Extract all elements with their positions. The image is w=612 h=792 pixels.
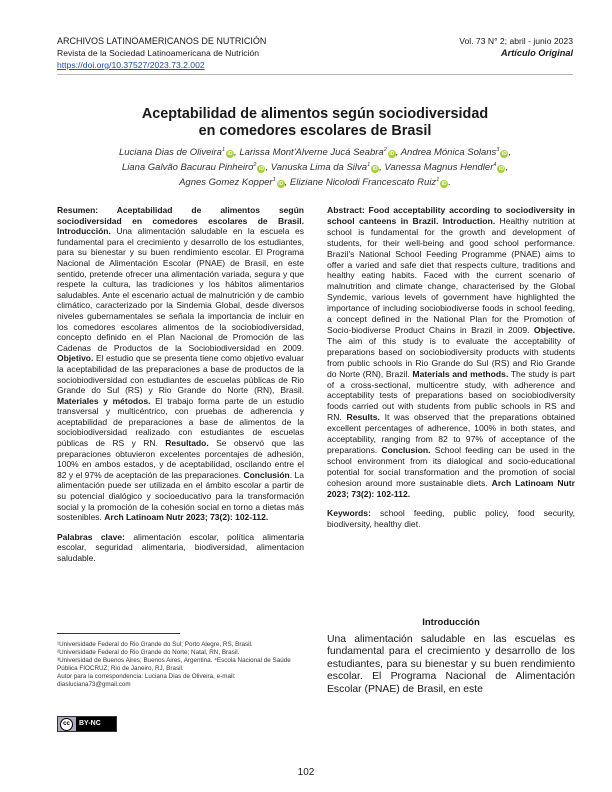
footnote: ³Universidad de Buenos Aires; Buenos Aires, Argentina. ⁴Escola Nacional de Saúde Pública FIOCRUZ; Rio de Janeiro, RJ, Brasil. [57,657,291,672]
section-text: The study is part of a cross-sectional, multicentre study, with adherence and acceptability tests of preparations based on sociobiodiversity foods carried out with students from public schools in RS and RN. [327,368,575,423]
author: Liana Galvão Bacurau Pinheiro$^2$iD , [121,162,271,174]
section-text: It was observed that the preparations obtained excellent percentages of adherence, 100% in both states, and acceptability, ranging from 82 to 97% of acceptance of the preparations. [327,412,576,455]
section-heading: Materials and methods. [412,368,509,379]
volume-info: Vol. 73 N° 2; abril - junio 2023 [459,36,573,46]
section-text: Healthy nutrition at school is fundamental for the growth and development of students, for their well-being and good school performance. Brazil's National School Feeding Programme (PNAE) aims to offer a varied and safe diet that respects culture, traditions and healthy eating habits. Faced with the current scenario of malnutrition and climate change, characterised by the Global Syndemic, various levels of government have highlighted the importance of including sociobiodiverse foods in school feeding, a concept defined in the National Plan for the Promotion of Socio-biodiverse Product Chains in Brazil in 2009. [327,215,576,335]
issue-info [459,35,573,59]
section-text: Se observó que las preparaciones obtuvieron excelentes porcentajes de adhesión, 100% en ambos estados, y de aceptabilidad, oscilando entre el 82 y el 97% de aceptación de las preparaciones. [57,438,304,480]
orcid-icon[interactable]: iD [278,181,284,188]
section-text: . La alimentación puede ser utilizada en el ámbito escolar a partir de su potencial dialógico y socioeducativo para la transformación social y la promoción de la cohesión social en torno a dietas más sostenibles. [57,469,304,523]
title-line-2: en comedores escolares de Brasil [198,123,432,139]
title-line-1: Aceptabilidad de alimentos según sociodiversidad [141,106,489,122]
author: Vanessa Magnus Hendler$^4$iD , [384,162,509,174]
author: Agnes Gomez Kopper$^1$iD , [179,177,290,189]
orcid-icon[interactable]: iD [258,166,264,173]
section-text: School feeding can be used in the school environment from its dialogical and socio-educational potential for social transformation and the promotion of social cohesion around more sustainable diets. [327,444,575,488]
footnotes [57,641,304,689]
correspondence-note: Autor para la correspondencia: Luciana Dias de Oliveira, e-mail: diasluciana73@gmail.com [57,673,236,688]
orcid-icon[interactable]: iD [441,181,447,188]
citation: Arch Latinoam Nutr 2023; 73(2): 102-112. [104,512,269,523]
section-heading: Conclusión [243,469,290,480]
journal-name: ARCHIVOS LATINOAMERICANOS DE NUTRICIÓN [57,36,267,46]
abstract-es-body [57,205,304,523]
citation: Arch Latinoam Nutr 2023; 73(2): 102-112. [327,477,576,499]
keywords-label: Palabras clave: [57,531,125,542]
orcid-icon[interactable]: iD [372,166,378,173]
abstract-es-label: Resumen: Aceptabilidad de alimentos según sociodiversidad en comedores escolares de Brasil. [57,205,304,226]
page-number: 102 [297,767,315,778]
keywords-en [327,508,575,530]
abstract-english [327,205,575,530]
section-heading: Objetivo. [57,353,94,364]
introduction-text: Una alimentación saludable en las escuelas es fundamental para el crecimiento y desarrollo de los estudiantes, para su bienestar y su buen rendimiento escolar. El Programa Nacional de Alimentación Escolar (PNAE) de Brasil, en este [327,634,575,695]
author: Vanuska Lima da Silva$^1$iD , [270,162,385,174]
keywords-es [57,532,304,564]
cc-icon: cc [60,718,73,731]
section-text: Una alimentación saludable en la escuela es fundamental para el crecimiento y desarrollo de los estudiantes, para su bienestar y su buen rendimiento escolar. El Programa Nacional de Alimentación Escolar (PNAE) de Brasil, en este sentido, pretende ofrecer una alimentación variada, segura y que respete la cultura, las tradiciones y los hábitos alimentarios saludables. Ante el escenario actual de malnutrición y de cambio climático, caracterizado por la Sindemia Global, desde diversos niveles gubernamentales se señala la importancia de incluir en los comedores escolares alimentos de la sociobiodiversidad, concepto definido en el Plan Nacional de Promoción de las Cadenas de Productos de la Sociobiodiversidad en 2009. [57,226,304,353]
orcid-icon[interactable]: iD [498,166,504,173]
header-divider [57,74,573,75]
orcid-icon[interactable]: iD [501,151,507,158]
orcid-icon[interactable]: iD [227,151,233,158]
author: Eliziane Nicolodi Francescato Ruiz$^1$iD . [289,177,451,189]
keywords-text: alimentación escolar, política alimentaria escolar, seguridad alimentaria, biodiversidad, alimentacion saludable. [57,531,304,563]
section-heading: Introducción. [57,226,111,237]
section-heading: Resultado. [165,438,209,449]
footnote: ²Universidade Federal do Rio Grande do Norte; Natal, RN, Brasil. [57,649,240,656]
section-heading: Materiales y métodos. [57,395,151,406]
introduction-heading: Introducción [422,617,480,628]
author-list [70,144,560,189]
article-type: Artículo Original [501,48,573,58]
orcid-icon[interactable]: iD [389,151,395,158]
section-text: The aim of this study is to evaluate the acceptability of preparations based on sociobiodiversity products with students from public schools in Rio Grande do Sul (RS) and Rio Grande do Norte (RN), Brazil. [327,335,575,379]
section-text: El trabajo forma parte de un estudio transversal y multicéntrico, con pruebas de adherencia y aceptabilidad de preparaciones a base de alimentos de la sociobiodiversidad realizado con estudiantes de escuelas públicas de RS y RN. [57,395,304,449]
footnote: ¹Universidade Federal do Rio Grande do Sul; Porto Alegre, RS, Brasil. [57,641,253,648]
keywords-label: Keywords: [327,508,371,519]
section-heading: Objective. [533,324,575,335]
keywords-text: school feeding, public policy, food security, biodiversity, healthy diet. [327,508,575,530]
article-title [70,106,560,140]
abstract-en-label: Abstract: Food acceptability according to sociodiversity in school canteens in Brazil. [327,205,575,226]
section-heading: Results. [346,412,380,423]
abstract-en-body [327,205,575,499]
footnote-divider [57,633,180,634]
author: Larissa Mont'Alverne Jucá Seabra$^2$iD , [239,147,401,159]
journal-header [57,35,266,71]
section-heading: Introduction. [442,215,496,226]
author: Andrea Mónica Solans$^3$iD , [400,147,511,159]
author: Luciana Dias de Oliveira$^1$iD , [118,147,240,159]
section-heading: Conclusion. [381,444,431,455]
license-text: BY-NC [76,717,116,731]
society-name: Revista de la Sociedad Latinoamericana de Nutrición [57,48,260,58]
cc-license-badge[interactable] [57,716,117,732]
abstract-spanish [57,205,304,564]
doi-link[interactable]: https://doi.org/10.37527/2023.73.2.002 [57,60,205,70]
section-text: El estudio que se presenta tiene como objetivo evaluar la aceptabilidad de las preparaciones a base de productos de la sociobiodiversidad con estudiantes de escuelas públicas de Rio Grande do Sul (RS) y Rio Grande do Norte (RN), Brasil. [57,353,304,396]
